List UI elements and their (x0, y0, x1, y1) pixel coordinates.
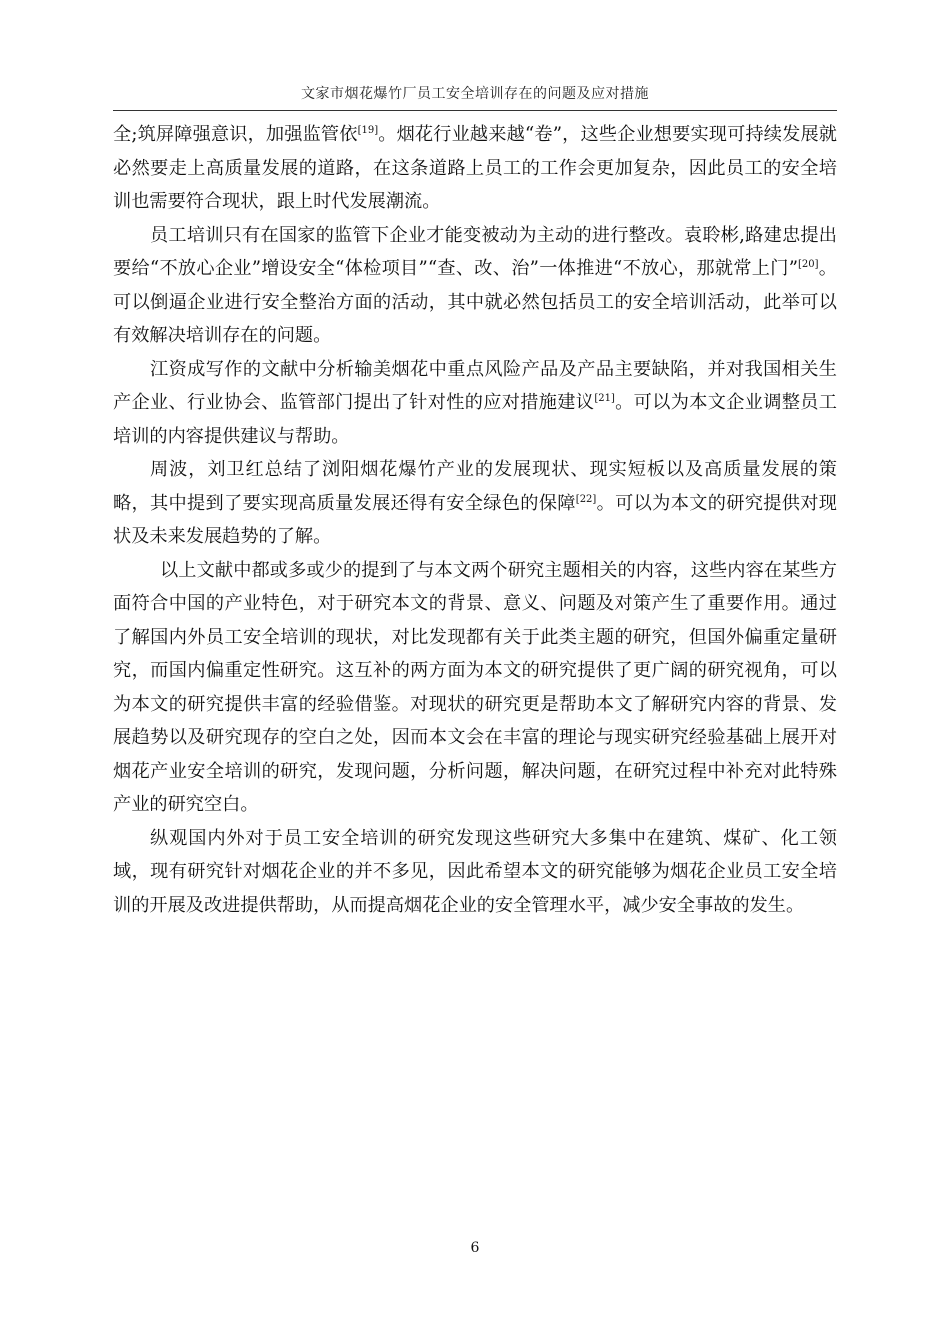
citation-22: [22] (575, 493, 597, 505)
paragraph-export-risk: 江资成写作的文献中分析输美烟花中重点风险产品及产品主要缺陷，并对我国相关生产企业、行业协会、监管部门提出了针对性的应对措施建议[21]。可以为本文企业调整员工培训的内容提供建议与帮助。 (113, 358, 837, 447)
header-rule (113, 110, 837, 111)
citation-20: [20] (798, 258, 819, 270)
running-header: 文家市烟花爆竹厂员工安全培训存在的问题及应对措施 (301, 86, 649, 102)
page-number: 6 (470, 1240, 480, 1256)
paragraph-liuyang-industry: 周波，刘卫红总结了浏阳烟花爆竹产业的发展现状、现实短板以及高质量发展的策略，其中提到了要实现高质量发展还得有安全绿色的保障[22]。可以为本文的研究提供对现状及未来发展趋势的了解。 (113, 459, 837, 547)
paragraph-regulation: 员工培训只有在国家的监管下企业才能变被动为主动的进行整改。袁聆彬,路建忠提出要给“不放心企业”增设安全“体检项目”“查、改、治”一体推进“不放心，那就常上门”[20]。可以倒逼企业进行安全整治方面的活动，其中就必然包括员工的安全培训活动，此举可以有效解决培训存在的问题。 (113, 224, 837, 346)
paragraph-literature-summary: 以上文献中都或多或少的提到了与本文两个研究主题相关的内容，这些内容在某些方面符合中国的产业特色，对于研究本文的背景、意义、问题及对策产生了重要作用。通过了解国内外员工安全培训的现状，对比发现都有关于此类主题的研究，但国外偏重定量研究，而国内偏重定性研究。这互补的两方面为本文的研究提供了更广阔的研究视角，可以为本文的研究提供丰富的经验借鉴。对现状的研究更是帮助本文了解研究内容的背景、发展趋势以及研究现存的空白之处，因而本文会在丰富的理论与现实研究经验基础上展开对烟花产业安全培训的研究，发现问题，分析问题，解决问题，在研究过程中补充对此特殊产业的研究空白。 (113, 559, 837, 815)
paragraph-conclusion: 纵观国内外对于员工安全培训的研究发现这些研究大多集中在建筑、煤矿、化工领域，现有研究针对烟花企业的并不多见，因此希望本文的研究能够为烟花企业员工安全培训的开展及改进提供帮助，从而提高烟花企业的安全管理水平，减少安全事故的发生。 (113, 827, 837, 916)
paragraph-continuation: 全;筑屏障强意识，加强监管依[19]。烟花行业越来越“卷”，这些企业想要实现可持续发展就必然要走上高质量发展的道路，在这条道路上员工的工作会更加复杂，因此员工的安全培训也需要符合现状，跟上时代发展潮流。 (113, 124, 837, 212)
body-text (113, 118, 837, 922)
citation-21: [21] (594, 392, 615, 404)
citation-19: [19] (357, 124, 379, 136)
